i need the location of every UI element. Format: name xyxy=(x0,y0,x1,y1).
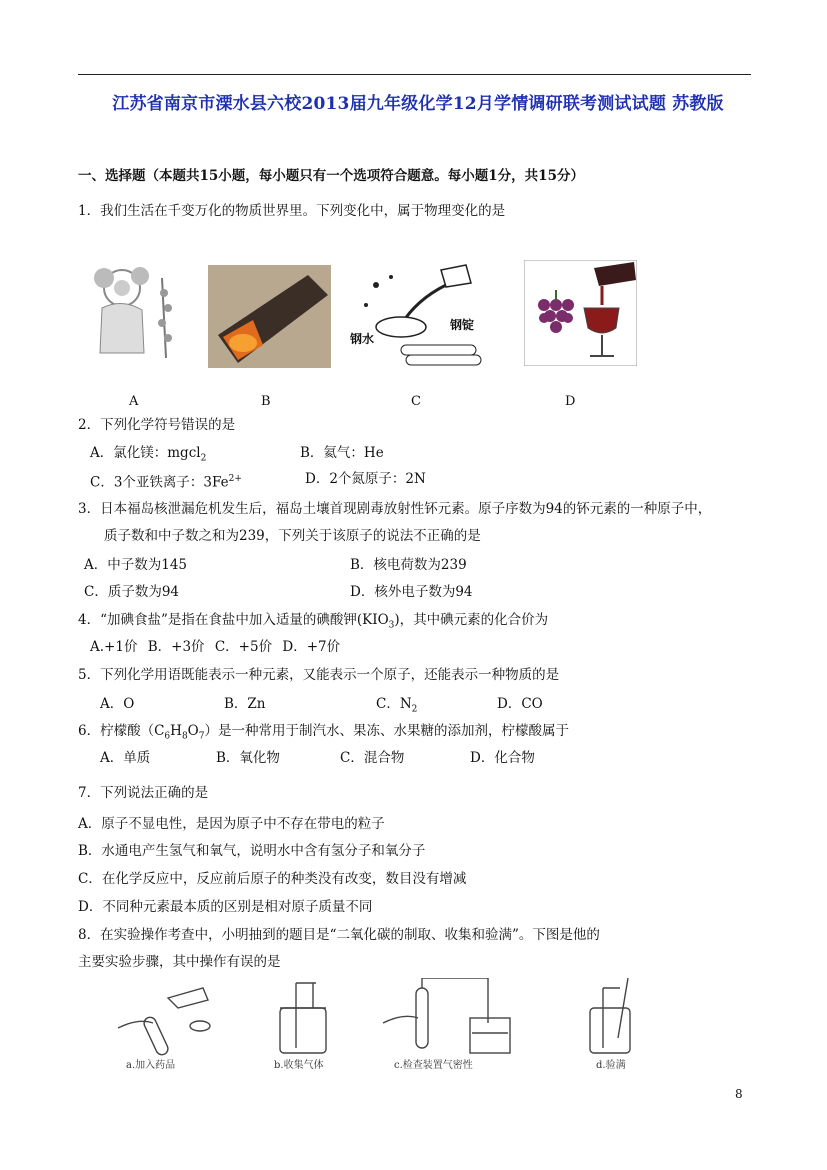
q8-caption-d: d.验满 xyxy=(596,1060,626,1071)
q2-stem: 2．下列化学符号错误的是 xyxy=(78,417,236,433)
q8-caption-c: c.检查装置气密性 xyxy=(394,1060,473,1071)
q8-stem-line1: 8．在实验操作考查中，小明抽到的题目是“二氧化碳的制取、收集和验满”。下图是他的 xyxy=(78,927,600,943)
q6-stem: 6．柠檬酸$(C_6H_8O_7)$是一种常用于制汽水、果冻、水果糖的添加剂，柠檬酸属于 xyxy=(78,723,569,742)
q6-option-a: A．单质 xyxy=(100,750,151,766)
q3-option-b: B．核电荷数为239 xyxy=(350,557,467,573)
q6-option-b: B．氧化物 xyxy=(216,750,280,766)
q5-option-a: A．O xyxy=(100,696,135,712)
q2-option-b: B．氦气：He xyxy=(300,445,384,461)
q5-option-c: C．$N_2$ xyxy=(376,696,418,715)
header-rule xyxy=(78,74,751,75)
q5-option-d: D．CO xyxy=(497,696,543,712)
q3-option-d: D．核外电子数为94 xyxy=(350,584,473,600)
q1-image-b xyxy=(208,265,331,368)
q2-option-a: A．氯化镁：mgcl$_2$ xyxy=(90,445,207,464)
q3-option-c: C．质子数为94 xyxy=(84,584,180,600)
q7-stem: 7．下列说法正确的是 xyxy=(78,785,209,801)
q1-label-a: A xyxy=(129,394,139,409)
q1-c-label-steelwater: 钢水 xyxy=(350,332,375,346)
q8-figure-c xyxy=(383,978,510,1053)
q2-option-d: D．2个氮原子：2N xyxy=(305,471,426,487)
q5-option-b: B．Zn xyxy=(224,696,266,712)
q7-option-d: D．不同种元素最本质的区别是相对原子质量不同 xyxy=(78,899,373,915)
section-heading: 一、选择题（本题共15小题，每小题只有一个选项符合题意。每小题1分，共15分） xyxy=(78,168,584,184)
q1-image-d xyxy=(524,260,637,366)
q7-option-b: B．水通电产生氢气和氧气，说明水中含有氢分子和氧分子 xyxy=(78,843,426,859)
q7-option-c: C．在化学反应中，反应前后原子的种类没有改变，数目没有增减 xyxy=(78,871,467,887)
q3-stem-line1: 3．日本福岛核泄漏危机发生后，福岛土壤首现剧毒放射性钚元素。原子序数为94的钚元素的一种原子中， xyxy=(78,501,712,517)
q8-figure-b xyxy=(280,983,326,1053)
q4-options: A.+1价 B．+3价 C．+5价 D．+7价 xyxy=(90,639,341,655)
q3-stem-line2: 质子数和中子数之和为239，下列关于该原子的说法不正确的是 xyxy=(104,528,481,544)
q8-figure xyxy=(108,978,648,1074)
q1-c-label-ingot: 钢锭 xyxy=(450,318,475,332)
q1-image-c xyxy=(346,255,486,370)
q7-option-a: A．原子不显电性，是因为原子中不存在带电的粒子 xyxy=(78,816,385,832)
q5-stem: 5．下列化学用语既能表示一种元素，又能表示一个原子，还能表示一种物质的是 xyxy=(78,667,560,683)
q4-stem: 4．“加碘食盐”是指在食盐中加入适量的碘酸钾$(KIO_3)$，其中碘元素的化合价为 xyxy=(78,612,549,631)
q1-image-a xyxy=(82,258,188,366)
q1-label-c: C xyxy=(411,394,421,409)
q1-label-d: D xyxy=(565,394,576,409)
q8-stem-line2: 主要实验步骤，其中操作有误的是 xyxy=(78,954,281,970)
q8-figure-a xyxy=(118,988,210,1057)
q6-option-d: D．化合物 xyxy=(470,750,535,766)
q8-figure-d xyxy=(590,978,630,1053)
q8-caption-a: a.加入药品 xyxy=(126,1060,176,1071)
q1-label-b: B xyxy=(261,394,271,409)
q1-stem: 1．我们生活在千变万化的物质世界里。下列变化中，属于物理变化的是 xyxy=(78,203,506,219)
page-title: 江苏省南京市溧水县六校2013届九年级化学12月学情调研联考测试试题 苏教版 xyxy=(112,94,724,114)
q6-option-c: C．混合物 xyxy=(340,750,405,766)
page-number: 8 xyxy=(735,1087,743,1101)
q2-option-c: C．3个亚铁离子：$3Fe^{2+}$ xyxy=(90,474,242,491)
q8-caption-b: b.收集气体 xyxy=(274,1060,324,1071)
q3-option-a: A．中子数为145 xyxy=(84,557,188,573)
